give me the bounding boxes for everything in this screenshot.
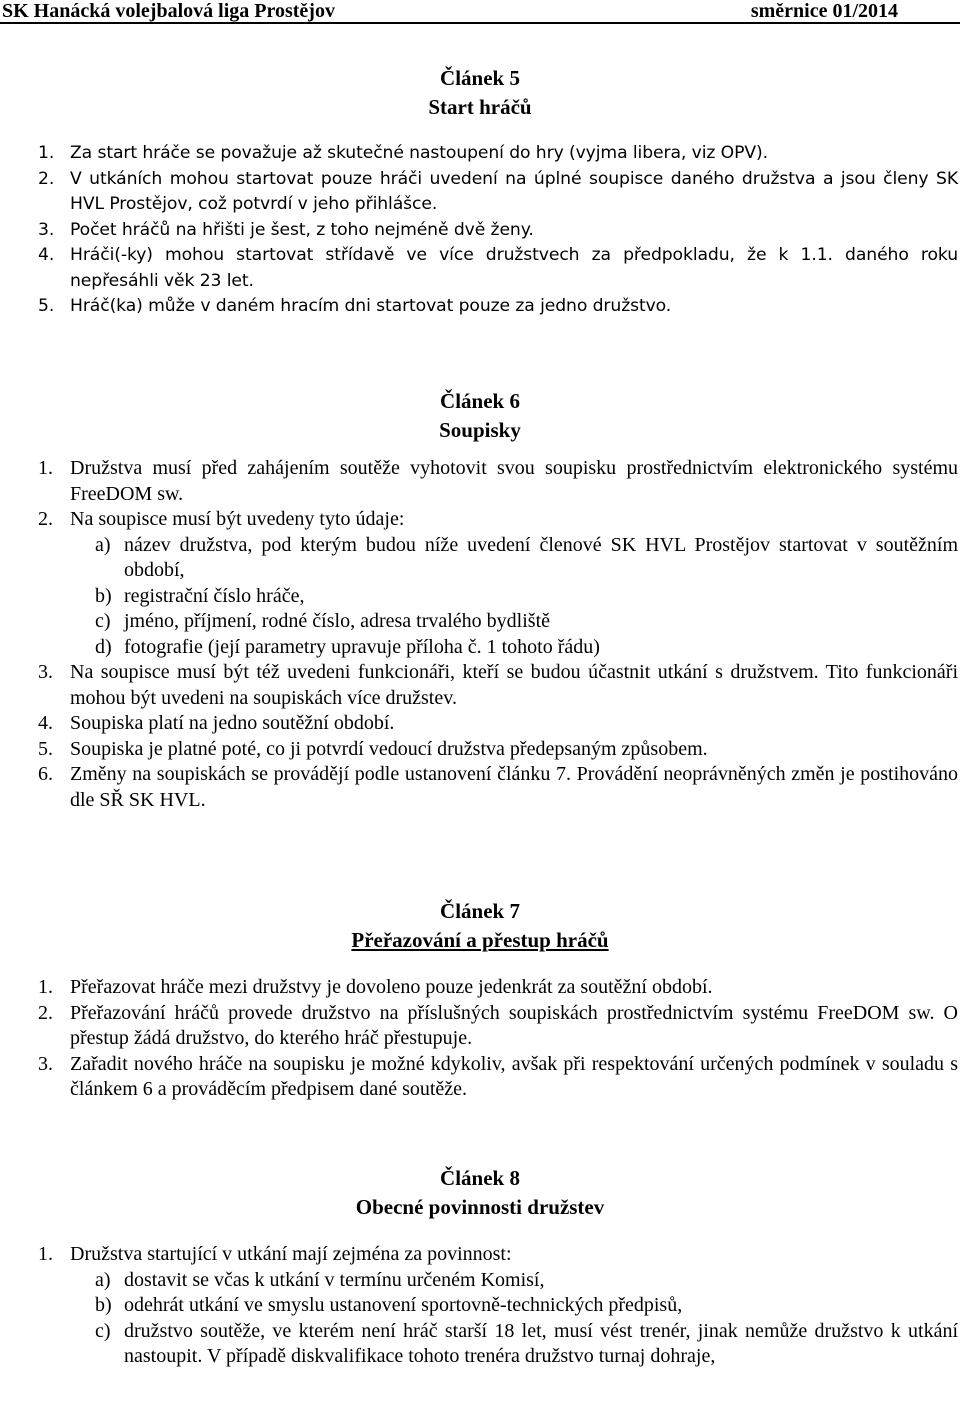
list-item	[0, 167, 960, 218]
sub-item-text: fotografie (její parametry upravuje příloha č. 1 tohoto řádu)	[124, 635, 600, 658]
sub-item-label: a)	[95, 533, 111, 556]
sub-item	[0, 609, 960, 635]
article-item-list	[0, 975, 960, 1103]
item-text: Na soupisce musí být též uvedeni funkcionáři, kteří se budou účastnit utkání s družstvem. Tito funkcionáři mohou být uvedeni na soupiskách více družstev.	[70, 661, 958, 709]
sub-item-label: c)	[95, 610, 111, 632]
article-item-list	[0, 456, 960, 813]
list-item	[0, 218, 960, 244]
item-number: 6.	[38, 763, 53, 785]
item-number: 5.	[38, 737, 53, 760]
sub-item-label: c)	[95, 1319, 111, 1342]
sub-item-label: b)	[95, 1294, 112, 1316]
item-text: Družstva startující v utkání mají zejména za povinnost:	[70, 1243, 512, 1265]
item-number: 2.	[38, 1001, 53, 1024]
article-6	[0, 387, 960, 813]
list-item	[0, 1001, 960, 1052]
sub-item-text: družstvo soutěže, ve kterém není hráč starší 18 let, musí vést trenér, jinak nemůže družstvo k utkání nastoupit. V případě diskvalifikace tohoto trenéra družstvo turnaj dohraje,	[124, 1319, 958, 1367]
item-number: 3.	[38, 219, 55, 240]
sub-item	[0, 584, 960, 610]
header-organization: SK Hanácká volejbalová liga Prostějov	[2, 0, 335, 22]
article-item-list	[0, 1242, 960, 1370]
item-number: 4.	[38, 245, 55, 265]
list-item	[0, 141, 960, 167]
list-item	[0, 1052, 960, 1103]
item-text: Změny na soupiskách se provádějí podle ustanovení článku 7. Provádění neoprávněných změn je postihováno dle SŘ SK HVL.	[70, 763, 958, 811]
list-item	[0, 762, 960, 813]
list-item	[0, 294, 960, 320]
sub-item	[0, 1293, 960, 1319]
list-item	[0, 975, 960, 1001]
item-number: 2.	[38, 168, 55, 189]
sub-item-label: a)	[95, 1268, 111, 1291]
sub-item-text: registrační číslo hráče,	[124, 584, 305, 607]
item-text: Družstva musí před zahájením soutěže vyhotovit svou soupisku prostřednictvím elektronického systému FreeDOM sw.	[70, 457, 958, 505]
item-text: Přeřazovat hráče mezi družstvy je dovoleno pouze jedenkrát za soutěžní období.	[70, 976, 713, 998]
item-number: 1.	[38, 457, 53, 479]
item-text: Zařadit nového hráče na soupisku je možné kdykoliv, avšak při respektování určených podmínek v souladu s článkem 6 a prováděcím předpisem dané soutěže.	[70, 1052, 958, 1100]
item-number: 3.	[38, 661, 53, 683]
item-number: 1.	[38, 143, 55, 163]
item-text: Soupiska platí na jedno soutěžní období.	[70, 712, 395, 734]
item-number: 1.	[38, 1243, 53, 1265]
article-subtitle: Start hráčů	[428, 95, 532, 119]
sub-item-text: odehrát utkání ve smyslu ustanovení sportovně-technických předpisů,	[124, 1294, 683, 1316]
article-subtitle: Obecné povinnosti družstev	[355, 1195, 605, 1219]
article-title: Článek 6	[440, 389, 520, 413]
item-number: 3.	[38, 1052, 53, 1075]
article-subtitle: Soupisky	[439, 418, 521, 442]
list-item	[0, 737, 960, 763]
item-text: Počet hráčů na hřišti je šest, z toho nejméně dvě ženy.	[70, 219, 534, 240]
list-item	[0, 456, 960, 507]
sub-item-text: dostavit se včas k utkání v termínu určeném Komisí,	[124, 1268, 545, 1291]
item-text: Hráč(ka) může v daném hracím dni startovat pouze za jedno družstvo.	[70, 296, 672, 316]
sub-item	[0, 1319, 960, 1370]
list-item	[0, 660, 960, 711]
article-item-list	[0, 141, 960, 320]
article-subtitle: Přeřazování a přestup hráčů	[351, 928, 609, 952]
header-directive-number: směrnice 01/2014	[750, 0, 898, 22]
item-text: V utkáních mohou startovat pouze hráči uvedení na úplné soupisce daného družstva a jsou členy SK HVL Prostějov, což potvrdí v jeho přihlášce.	[70, 168, 958, 214]
article-title: Článek 5	[440, 66, 520, 90]
item-text: Na soupisce musí být uvedeny tyto údaje:	[70, 508, 405, 530]
item-number: 2.	[38, 508, 53, 530]
item-number: 4.	[38, 712, 53, 734]
item-number: 1.	[38, 976, 53, 998]
item-text: Soupiska je platné poté, co ji potvrdí vedoucí družstva předepsaným způsobem.	[70, 737, 708, 760]
article-5	[0, 64, 960, 320]
item-text: Přeřazování hráčů provede družstvo na příslušných soupiskách prostřednictvím systému FreeDOM sw. O přestup žádá družstvo, do kterého hráč přestupuje.	[70, 1001, 958, 1049]
sub-item	[0, 635, 960, 661]
item-text: Hráči(-ky) mohou startovat střídavě ve více družstvech za předpokladu, že k 1.1. daného roku nepřesáhli věk 23 let.	[70, 245, 958, 291]
sub-item-label: b)	[95, 584, 112, 607]
sub-item-text: název družstva, pod kterým budou níže uvedení členové SK HVL Prostějov startovat v soutěžním období,	[124, 533, 958, 581]
list-item	[0, 507, 960, 533]
list-item	[0, 243, 960, 294]
article-7	[0, 897, 960, 1103]
sub-item	[0, 533, 960, 584]
list-item	[0, 1242, 960, 1268]
article-8	[0, 1164, 960, 1370]
sub-item	[0, 1268, 960, 1294]
item-text: Za start hráče se považuje až skutečné nastoupení do hry (vyjma libera, viz OPV).	[70, 143, 768, 163]
item-number: 5.	[38, 296, 55, 316]
article-title: Článek 7	[440, 899, 520, 923]
list-item	[0, 711, 960, 737]
sub-item-text: jméno, příjmení, rodné číslo, adresa trvalého bydliště	[124, 610, 550, 632]
article-title: Článek 8	[440, 1166, 520, 1190]
page-header	[0, 0, 960, 24]
sub-item-label: d)	[95, 635, 112, 658]
